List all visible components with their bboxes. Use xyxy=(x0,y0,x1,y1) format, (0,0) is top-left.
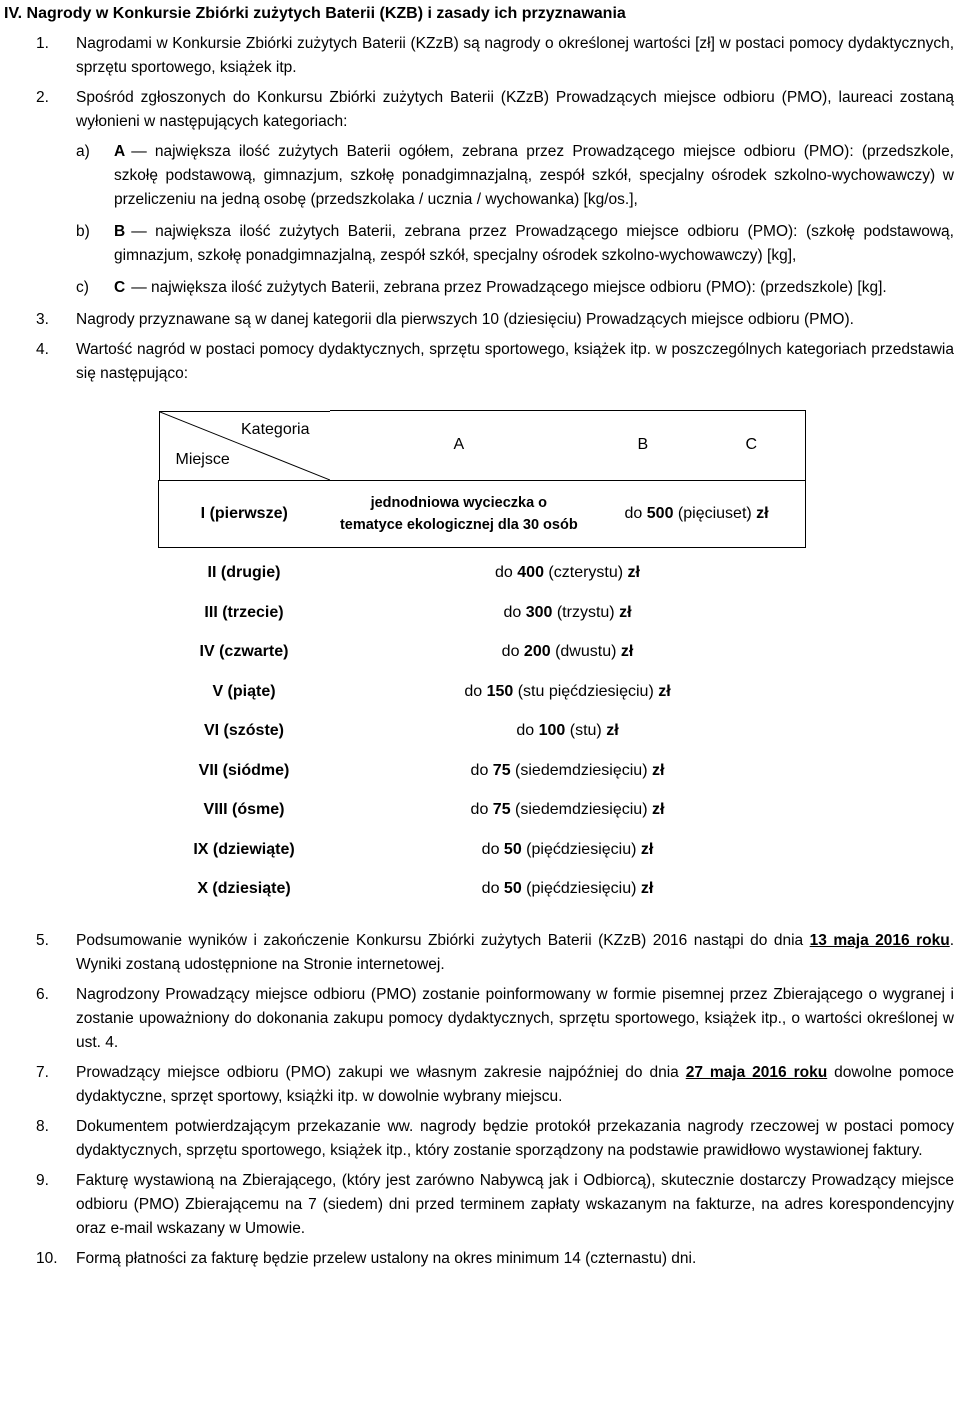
paragraph-number: 4. xyxy=(36,341,49,358)
prize-unit: zł xyxy=(619,603,632,621)
paragraph-text: Nagrodzony Prowadzący miejsce odbioru (PMO) zostanie poinformowany w formie pisemnej przez Zbierającego o wygranej i zostanie upoważniony do dokonania zakupu pomocy dydaktycznych, sprzętu sportowego, książek itp., o wartości określonej w ust. 4. xyxy=(76,986,954,1051)
table-row xyxy=(159,633,806,673)
paragraph-number: 10. xyxy=(36,1250,58,1267)
category-b xyxy=(4,220,956,268)
prize-prefix: do xyxy=(501,643,524,661)
category-c xyxy=(4,276,956,300)
category-label: b) xyxy=(76,223,90,240)
prize-words: (stu pięćdziesięciu) xyxy=(513,682,659,700)
prize-a-line2: tematyce ekologicznej dla 30 osób xyxy=(339,516,578,533)
table-row xyxy=(159,830,806,870)
prize-amount: 50 xyxy=(503,880,522,898)
prize-prefix: do xyxy=(481,880,504,898)
place-cell: V (piąte) xyxy=(212,682,276,700)
category-code: B xyxy=(114,223,126,240)
paragraph-number: 9. xyxy=(36,1172,49,1189)
paragraph-text: Spośród zgłoszonych do Konkursu Zbiórki zużytych Baterii (KZzB) Prowadzących miejsce odbioru (PMO), laureaci zostaną wyłonieni w następujących kategoriach: xyxy=(76,89,954,130)
paragraph-8 xyxy=(4,1115,956,1163)
table-row xyxy=(159,870,806,910)
paragraph-2 xyxy=(4,86,956,134)
paragraph-6 xyxy=(4,983,956,1055)
table-header-row xyxy=(159,411,806,481)
paragraph-3 xyxy=(4,308,956,332)
table-row xyxy=(159,712,806,752)
table-row xyxy=(159,672,806,712)
table-row xyxy=(159,593,806,633)
paragraph-number: 2. xyxy=(36,89,49,106)
prize-unit: zł xyxy=(627,564,640,582)
paragraph-text: Prowadzący miejsce odbioru (PMO) zakupi we własnym zakresie najpóźniej do dnia xyxy=(76,1064,686,1081)
prize-amount: 500 xyxy=(646,504,674,522)
paragraph-text: Podsumowanie wyników i zakończenie Konkursu Zbiórki zużytych Baterii (KZzB) 2016 nastąpi do dnia xyxy=(76,932,810,949)
prize-words: (pięćdziesięciu) xyxy=(521,880,641,898)
prize-prefix: do xyxy=(495,564,518,582)
paragraph-number: 8. xyxy=(36,1118,49,1135)
table-row xyxy=(159,791,806,831)
paragraph-5 xyxy=(4,929,956,977)
paragraph-9 xyxy=(4,1169,956,1241)
category-code: C xyxy=(114,279,126,296)
prize-words: (siedemdziesięciu) xyxy=(510,761,652,779)
prize-value-cell xyxy=(330,830,806,870)
prize-a-cell xyxy=(330,480,589,547)
prize-prefix: do xyxy=(624,504,647,522)
place-cell: VIII (ósme) xyxy=(203,801,285,819)
column-header-a: A xyxy=(330,411,589,481)
table-row xyxy=(159,547,806,593)
paragraph-text: Nagrody przyznawane są w danej kategorii dla pierwszych 10 (dziesięciu) Prowadzących miejsce odbioru (PMO). xyxy=(76,311,854,328)
prize-words: (stu) xyxy=(565,722,607,740)
paragraph-text: Formą płatności za fakturę będzie przelew ustalony na okres minimum 14 (czternastu) dni. xyxy=(76,1250,697,1267)
prize-words: (siedemdziesięciu) xyxy=(510,801,652,819)
table-row xyxy=(159,751,806,791)
prize-words: (pięciuset) xyxy=(673,504,757,522)
prize-amount: 50 xyxy=(503,840,522,858)
paragraph-4 xyxy=(4,338,956,386)
paragraph-number: 1. xyxy=(36,35,49,52)
paragraph-7 xyxy=(4,1061,956,1109)
prize-unit: zł xyxy=(640,880,654,898)
prize-amount: 75 xyxy=(492,801,511,819)
paragraph-text-end: . Wyniki zostaną udostępnione na Stronie internetowej. xyxy=(76,932,955,973)
place-cell: IV (czwarte) xyxy=(199,643,289,661)
column-header-b: B xyxy=(588,411,697,481)
place-cell: X (dziesiąte) xyxy=(197,880,291,898)
prize-unit: zł xyxy=(651,801,665,819)
paragraph-10 xyxy=(4,1247,956,1271)
prize-prefix: do xyxy=(464,682,487,700)
prize-unit: zł xyxy=(651,761,665,779)
prize-value-cell xyxy=(330,672,806,712)
prize-amount: 300 xyxy=(525,603,553,621)
prize-words: (dwustu) xyxy=(550,643,621,661)
prize-value-cell xyxy=(330,633,806,673)
category-text: — największa ilość zużytych Baterii, zebrana przez Prowadzącego miejsce odbioru (PMO): (przedszkole) [kg]. xyxy=(131,279,887,296)
place-cell: VI (szóste) xyxy=(203,722,284,740)
corner-place-label: Miejsce xyxy=(175,450,230,468)
prize-value-cell xyxy=(330,712,806,752)
prize-prefix: do xyxy=(481,840,504,858)
paragraph-1 xyxy=(4,32,956,80)
prize-amount: 100 xyxy=(538,722,566,740)
purchase-deadline-date: 27 maja 2016 roku xyxy=(685,1064,828,1081)
paragraph-text: Dokumentem potwierdzającym przekazanie ww. nagrody będzie protokół przekazania nagrody rzeczowej w postaci pomocy dydaktycznych, sprzętu sportowego, książek itp., który zostanie sporządzony na podstawie prawidłowo wystawionej faktury. xyxy=(76,1118,954,1159)
category-label: a) xyxy=(76,143,90,160)
column-header-c: C xyxy=(698,411,806,481)
prize-value-cell xyxy=(330,547,806,593)
prize-words: (pięćdziesięciu) xyxy=(521,840,641,858)
prize-amount: 400 xyxy=(517,564,544,582)
prize-bc-cell xyxy=(588,480,805,547)
corner-category-label: Kategoria xyxy=(241,420,310,438)
prize-a-line1: jednodniowa wycieczka o xyxy=(370,494,548,511)
place-cell: I (pierwsze) xyxy=(159,480,330,547)
prize-unit: zł xyxy=(606,722,619,740)
prize-value-cell xyxy=(330,593,806,633)
category-text: — największa ilość zużytych Baterii ogółem, zebrana przez Prowadzącego miejsce odbioru (PMO): (przedszkole, szkołę podstawową, gimnazjum, szkołę ponadgimnazjalną, zespół szkół, specjalny ośrodek szkolno-wychowawczy) w przeliczeniu na jedną osobę (przedszkolaka / ucznia / wychowanka) [kg/os.], xyxy=(114,143,954,208)
prize-words: (czterystu) xyxy=(543,564,628,582)
prize-table xyxy=(158,410,806,909)
category-text: — największa ilość zużytych Baterii, zebrana przez Prowadzącego miejsce odbioru (PMO): (szkołę podstawową, gimnazjum, szkołę ponadgimnazjalną, zespół szkół, specjalny ośrodek szkolno-wychowawczy) [kg], xyxy=(114,223,954,264)
category-a xyxy=(4,140,956,212)
paragraph-number: 5. xyxy=(36,932,49,949)
prize-prefix: do xyxy=(470,801,493,819)
prize-prefix: do xyxy=(516,722,539,740)
prize-unit: zł xyxy=(756,504,769,522)
prize-value-cell xyxy=(330,870,806,910)
paragraph-text: Nagrodami w Konkursie Zbiórki zużytych Baterii (KZzB) są nagrody o określonej wartości [zł] w postaci pomocy dydaktycznych, sprzętu sportowego, książek itp. xyxy=(76,35,954,76)
category-label: c) xyxy=(76,279,89,296)
prize-amount: 200 xyxy=(523,643,551,661)
prize-amount: 75 xyxy=(492,761,511,779)
corner-cell xyxy=(159,411,330,481)
category-code: A xyxy=(114,143,126,160)
place-cell: VII (siódme) xyxy=(198,761,290,779)
prize-unit: zł xyxy=(640,840,654,858)
prize-value-cell xyxy=(330,751,806,791)
table-body xyxy=(159,547,806,909)
section-heading: IV. Nagrody w Konkursie Zbiórki zużytych Baterii (KZB) i zasady ich przyznawania xyxy=(4,5,626,22)
prize-unit: zł xyxy=(620,643,634,661)
paragraph-text: Fakturę wystawioną na Zbierającego, (który jest zarówno Nabywcą jak i Odbiorcą), skutecznie dostarczy Prowadzący miejsce odbioru (PMO) Zbierającemu na 7 (siedem) dni przed terminem zapłaty wskazanym na fakturze, na adres korespondencyjny oraz e-mail wskazany w Umowie. xyxy=(76,1172,954,1237)
prize-unit: zł xyxy=(658,682,671,700)
paragraph-number: 6. xyxy=(36,986,49,1003)
diagonal-header xyxy=(159,411,330,480)
paragraph-text-end: dowolne pomoce dydaktyczne, sprzęt sportowy, książki itp. w dowolnie wybrany miejscu. xyxy=(76,1064,954,1105)
place-cell: IX (dziewiąte) xyxy=(193,840,295,858)
paragraph-number: 3. xyxy=(36,311,49,328)
table-row xyxy=(159,480,806,547)
place-cell: II (drugie) xyxy=(207,564,281,582)
prize-prefix: do xyxy=(470,761,493,779)
prize-value-cell xyxy=(330,791,806,831)
deadline-date: 13 maja 2016 roku xyxy=(809,932,950,949)
prize-prefix: do xyxy=(503,603,526,621)
prize-amount: 150 xyxy=(486,682,514,700)
prize-words: (trzystu) xyxy=(552,603,620,621)
place-cell: III (trzecie) xyxy=(204,603,284,621)
paragraph-number: 7. xyxy=(36,1064,49,1081)
paragraph-text: Wartość nagród w postaci pomocy dydaktycznych, sprzętu sportowego, książek itp. w poszczególnych kategoriach przedstawia się następująco: xyxy=(76,341,954,382)
